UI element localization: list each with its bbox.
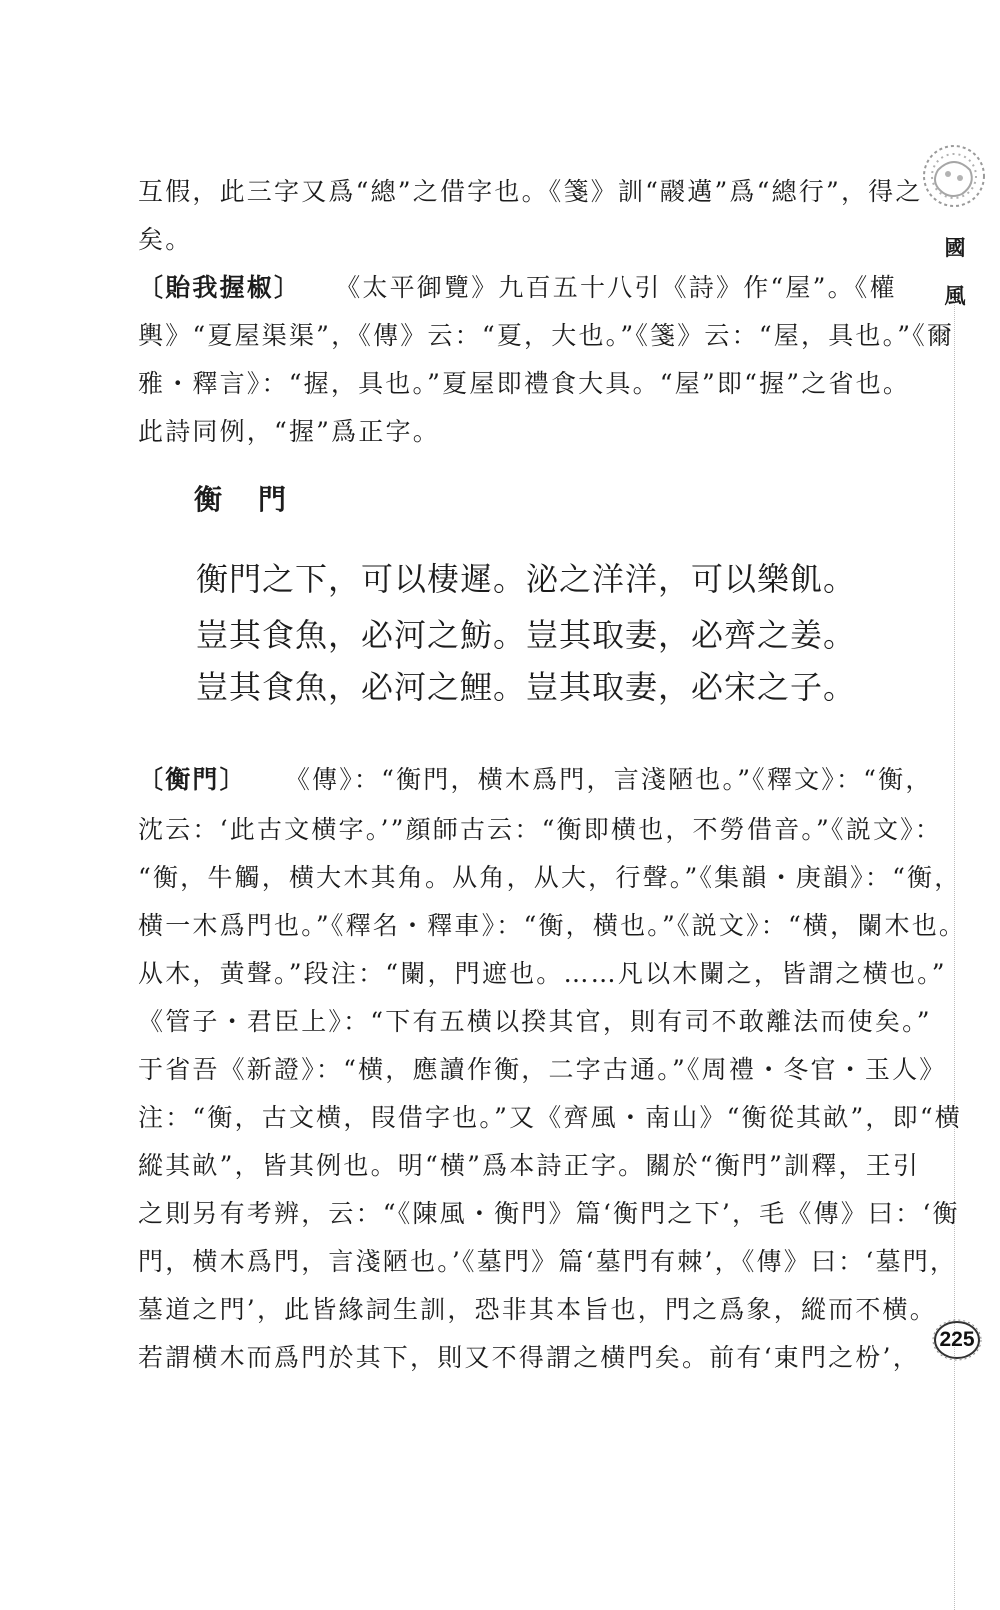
paragraph2-line-1-text: 《太平御覽》九百五十八引《詩》作“屋”。《權 <box>335 273 897 302</box>
poem-line-1: 衡門之下，可以棲遲。泌之洋洋，可以樂飢。 <box>196 560 857 598</box>
decorative-seal-ornament <box>918 140 990 212</box>
poem-line-3: 豈其食魚，必河之鯉。豈其取妻，必宋之子。 <box>196 668 857 706</box>
commentary-line-10: 之則另有考辨，云：“《陳風・衡門》篇‘衡門之下’，毛《傳》曰：‘衡 <box>138 1199 960 1228</box>
page-number-badge <box>932 1318 982 1362</box>
term-yi-wo-wo-jiao: 〔貽我握椒〕 <box>138 273 302 302</box>
commentary-line-13: 若謂横木而爲門於其下，則又不得謂之横門矣。前有‘東門之枌’， <box>138 1343 920 1372</box>
commentary-line-3: “衡，牛觸，横大木其角。从角，从大，行聲。”《集韻・庚韻》：“衡， <box>138 863 962 892</box>
paragraph1-line-1: 互假，此三字又爲“總”之借字也。《箋》訓“鬷邁”爲“總行”，得之 <box>138 177 923 206</box>
section-title: 衡門 <box>194 483 323 516</box>
commentary-line-11: 門，横木爲門，言淺陋也。’《墓門》篇‘墓門有棘’，《傳》曰：‘墓門， <box>138 1247 958 1276</box>
margin-label-feng: 風 <box>944 284 966 308</box>
commentary-line-12: 墓道之門’，此皆緣詞生訓，恐非其本旨也，門之爲象，縱而不横。 <box>138 1295 937 1324</box>
commentary-line-7: 于省吾《新證》：“横，應讀作衡，二字古通。”《周禮・冬官・玉人》 <box>138 1055 947 1084</box>
commentary-line-4: 横一木爲門也。”《釋名・釋車》：“衡，横也。”《説文》：“横，闌木也。 <box>138 911 967 940</box>
margin-rule <box>954 300 956 1610</box>
term-heng-men: 〔衡門〕 <box>138 765 247 794</box>
paragraph2-line-3: 雅・釋言》：“握，具也。”夏屋即禮食大具。“屋”即“握”之省也。 <box>138 369 911 398</box>
margin-label-guo: 國 <box>944 236 966 260</box>
commentary-line-2: 沈云：‘此古文横字。’”顔師古云：“衡即横也，不勞借音。”《説文》： <box>138 815 943 844</box>
commentary-line-5: 从木，黄聲。”段注：“闌，門遮也。……凡以木闌之，皆謂之横也。” <box>138 959 947 988</box>
commentary-line-1 <box>138 760 933 800</box>
commentary-line-1-text: 《傳》：“衡門，横木爲門，言淺陋也。”《釋文》：“衡， <box>284 765 933 794</box>
paragraph1-line-2: 矣。 <box>138 225 193 254</box>
commentary-line-9: 縱其畝”，皆其例也。明“横”爲本詩正字。關於“衡門”訓釋，王引 <box>138 1151 921 1180</box>
paragraph2-line-4: 此詩同例，“握”爲正字。 <box>138 417 440 446</box>
paragraph2-line-2: 輿》“夏屋渠渠”，《傳》云：“夏，大也。”《箋》云：“屋，具也。”《爾 <box>138 321 955 350</box>
commentary-line-8: 注：“衡，古文横，叚借字也。”又《齊風・南山》“衡從其畝”，即“横 <box>138 1103 963 1132</box>
poem-line-2: 豈其食魚，必河之魴。豈其取妻，必齊之姜。 <box>196 616 857 654</box>
page-number: 225 <box>939 1328 975 1351</box>
paragraph2-line-1 <box>138 268 897 308</box>
commentary-line-6: 《管子・君臣上》：“下有五横以揆其官，則有司不敢離法而使矣。” <box>138 1007 932 1036</box>
